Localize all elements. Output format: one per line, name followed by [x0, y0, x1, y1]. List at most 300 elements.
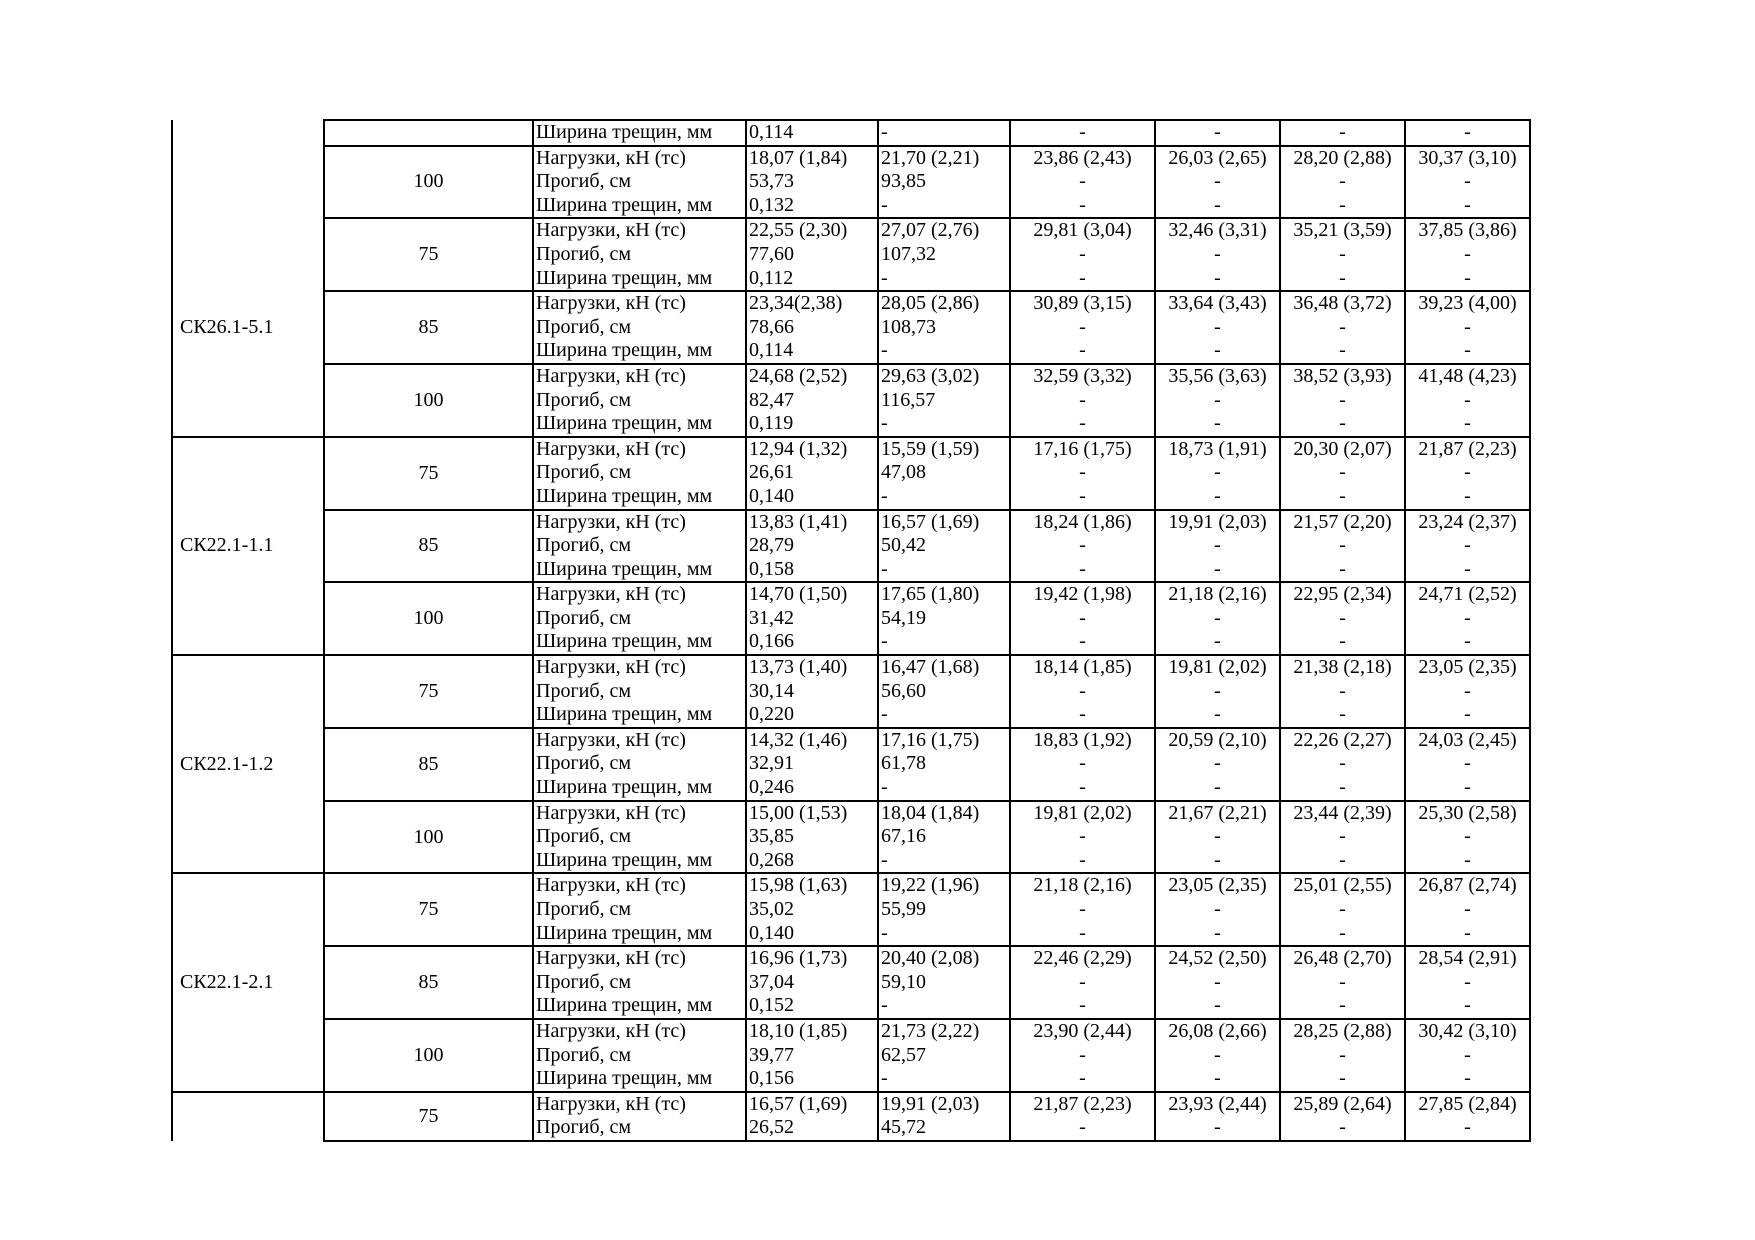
- value-cell-col-6: [1405, 1092, 1530, 1141]
- value-text: 21,18 (2,16): [1168, 583, 1267, 606]
- value-text: -: [1339, 484, 1346, 507]
- value-text: -: [1214, 703, 1221, 726]
- value-cell-col-4: [1155, 291, 1280, 364]
- value-text: -: [1214, 339, 1221, 362]
- span-cell: 100: [324, 364, 533, 437]
- value-text: 53,73: [749, 170, 794, 193]
- parameter-label: Нагрузки, кН (тс): [536, 292, 686, 315]
- value-cell-col-1: [746, 218, 878, 291]
- value-text: -: [1079, 630, 1086, 653]
- value-cell-col-3: [1010, 873, 1155, 946]
- value-cell-col-4: [1155, 801, 1280, 874]
- value-text: 21,87 (2,23): [1418, 437, 1517, 460]
- parameter-label: Прогиб, см: [536, 970, 632, 993]
- span-cell: 85: [324, 946, 533, 1019]
- parameter-label: Ширина трещин, мм: [536, 848, 713, 871]
- value-text: 23,86 (2,43): [1033, 146, 1132, 169]
- value-cell-col-1: [746, 510, 878, 583]
- value-text: -: [1339, 898, 1346, 920]
- value-text: 23,05 (2,35): [1168, 874, 1267, 897]
- value-cell-col-3: [1010, 582, 1155, 655]
- value-text: 20,40 (2,08): [881, 947, 980, 970]
- value-text: -: [881, 412, 888, 435]
- value-cell-col-4: [1155, 120, 1280, 146]
- parameter-label: Нагрузки, кН (тс): [536, 874, 686, 897]
- value-text: -: [1214, 752, 1221, 775]
- value-text: 0,158: [749, 557, 794, 580]
- value-text: 31,42: [749, 606, 794, 629]
- parameter-label: Прогиб, см: [536, 170, 632, 193]
- value-text: 0,140: [749, 484, 794, 507]
- value-cell-col-5: [1280, 801, 1405, 874]
- value-text: -: [1214, 848, 1221, 871]
- span-cell: 100: [324, 146, 533, 219]
- parameter-label: Прогиб, см: [536, 898, 632, 920]
- value-cell-col-6: [1405, 218, 1530, 291]
- value-text: 17,16 (1,75): [881, 728, 980, 751]
- parameter-cell: [533, 728, 746, 801]
- value-cell-col-5: [1280, 291, 1405, 364]
- value-text: -: [1339, 970, 1346, 993]
- value-text: -: [1339, 606, 1346, 629]
- value-text: 108,73: [881, 315, 936, 338]
- value-text: 16,96 (1,73): [749, 947, 848, 970]
- value-cell-col-2: [878, 120, 1010, 146]
- span-cell: 75: [324, 437, 533, 510]
- parameter-label: Прогиб, см: [536, 242, 632, 265]
- table-row: [172, 728, 1530, 801]
- value-text: 116,57: [881, 388, 936, 411]
- parameter-cell: [533, 801, 746, 874]
- parameter-label: Нагрузки, кН (тс): [536, 656, 686, 679]
- value-text: -: [1339, 557, 1346, 580]
- value-text: 19,42 (1,98): [1033, 583, 1132, 606]
- parameter-label: Прогиб, см: [536, 388, 632, 411]
- product-mark-cell: [172, 120, 324, 218]
- value-text: 23,34(2,38): [749, 292, 843, 315]
- value-cell-col-4: [1155, 437, 1280, 510]
- span-cell: 75: [324, 1092, 533, 1141]
- value-text: 33,64 (3,43): [1168, 292, 1267, 315]
- value-text: 18,04 (1,84): [881, 801, 980, 824]
- value-text: -: [881, 776, 888, 799]
- value-text: 25,01 (2,55): [1293, 874, 1392, 897]
- parameter-label: Нагрузки, кН (тс): [536, 219, 686, 242]
- value-text: 20,30 (2,07): [1293, 437, 1392, 460]
- value-cell-col-5: [1280, 510, 1405, 583]
- value-text: 21,38 (2,18): [1293, 656, 1392, 679]
- value-cell-col-5: [1280, 1019, 1405, 1092]
- value-text: 21,57 (2,20): [1293, 510, 1392, 533]
- value-text: 22,46 (2,29): [1033, 947, 1132, 970]
- value-text: -: [1079, 703, 1086, 726]
- value-text: -: [1214, 1043, 1221, 1066]
- value-cell-col-3: [1010, 146, 1155, 219]
- value-text: -: [881, 339, 888, 362]
- table-row: [172, 582, 1530, 655]
- value-text: 35,85: [749, 825, 794, 848]
- parameter-label: Прогиб, см: [536, 461, 632, 484]
- span-cell: 85: [324, 728, 533, 801]
- value-text: -: [1464, 679, 1471, 702]
- value-text: -: [1464, 630, 1471, 653]
- value-text: 28,20 (2,88): [1293, 146, 1392, 169]
- value-text: 15,59 (1,59): [881, 437, 980, 460]
- value-text: -: [1214, 315, 1221, 338]
- value-text: -: [1339, 388, 1346, 411]
- value-text: -: [1464, 1043, 1471, 1066]
- value-text: 24,52 (2,50): [1168, 947, 1267, 970]
- value-cell-col-6: [1405, 873, 1530, 946]
- value-text: 24,71 (2,52): [1418, 583, 1517, 606]
- span-cell: 75: [324, 655, 533, 728]
- value-text: 93,85: [881, 170, 926, 193]
- value-cell-col-2: [878, 146, 1010, 219]
- value-cell-col-5: [1280, 946, 1405, 1019]
- value-cell-col-1: [746, 728, 878, 801]
- value-cell-col-4: [1155, 728, 1280, 801]
- value-text: 0,152: [749, 994, 794, 1017]
- value-text: 39,77: [749, 1043, 794, 1066]
- value-cell-col-1: [746, 120, 878, 146]
- value-cell-col-5: [1280, 437, 1405, 510]
- value-text: -: [1079, 970, 1086, 993]
- value-text: -: [1079, 534, 1086, 557]
- value-cell-col-2: [878, 1019, 1010, 1092]
- value-text: 0,112: [749, 266, 794, 289]
- value-cell-col-6: [1405, 120, 1530, 146]
- value-cell-col-4: [1155, 582, 1280, 655]
- value-text: -: [1214, 484, 1221, 507]
- value-text: -: [1214, 994, 1221, 1017]
- value-text: 24,03 (2,45): [1418, 728, 1517, 751]
- value-text: -: [1214, 898, 1221, 920]
- value-text: -: [1079, 1067, 1086, 1090]
- value-text: 67,16: [881, 825, 926, 848]
- value-text: 26,87 (2,74): [1418, 874, 1517, 897]
- value-text: -: [1464, 825, 1471, 848]
- parameter-label: Ширина трещин, мм: [536, 193, 713, 216]
- value-text: 18,10 (1,85): [749, 1019, 848, 1042]
- value-text: -: [1214, 921, 1221, 944]
- value-cell-col-6: [1405, 437, 1530, 510]
- value-cell-col-5: [1280, 582, 1405, 655]
- value-text: -: [1079, 170, 1086, 193]
- value-cell-col-1: [746, 146, 878, 219]
- value-text: -: [1079, 121, 1086, 143]
- value-text: -: [881, 994, 888, 1017]
- value-cell-col-6: [1405, 582, 1530, 655]
- parameter-label: Нагрузки, кН (тс): [536, 510, 686, 533]
- value-cell-col-1: [746, 655, 878, 728]
- value-text: -: [1464, 121, 1471, 143]
- value-cell-col-3: [1010, 1092, 1155, 1141]
- value-cell-col-6: [1405, 291, 1530, 364]
- value-text: -: [1079, 557, 1086, 580]
- value-text: 16,47 (1,68): [881, 656, 980, 679]
- value-text: 32,46 (3,31): [1168, 219, 1267, 242]
- value-text: 13,83 (1,41): [749, 510, 848, 533]
- value-text: -: [1339, 412, 1346, 435]
- value-text: -: [1464, 994, 1471, 1017]
- value-cell-col-4: [1155, 655, 1280, 728]
- value-text: -: [1464, 388, 1471, 411]
- product-mark-cell: СК26.1-5.1: [172, 218, 324, 436]
- value-text: 107,32: [881, 242, 936, 265]
- table-row: [172, 1092, 1530, 1141]
- value-text: 18,73 (1,91): [1168, 437, 1267, 460]
- value-text: 77,60: [749, 242, 794, 265]
- parameter-label: Ширина трещин, мм: [536, 776, 713, 799]
- parameter-cell: [533, 946, 746, 1019]
- value-text: -: [1079, 994, 1086, 1017]
- value-text: -: [1079, 679, 1086, 702]
- value-text: 36,48 (3,72): [1293, 292, 1392, 315]
- table-row: [172, 364, 1530, 437]
- value-cell-col-1: [746, 946, 878, 1019]
- value-text: 23,05 (2,35): [1418, 656, 1517, 679]
- value-text: 24,68 (2,52): [749, 364, 848, 387]
- value-text: 21,18 (2,16): [1033, 874, 1132, 897]
- value-text: 47,08: [881, 461, 926, 484]
- parameter-label: Нагрузки, кН (тс): [536, 728, 686, 751]
- value-cell-col-3: [1010, 291, 1155, 364]
- value-text: -: [881, 557, 888, 580]
- span-cell: [324, 120, 533, 146]
- table-row: [172, 873, 1530, 946]
- value-text: 25,30 (2,58): [1418, 801, 1517, 824]
- value-text: -: [1079, 776, 1086, 799]
- value-text: 20,59 (2,10): [1168, 728, 1267, 751]
- value-cell-col-5: [1280, 1092, 1405, 1141]
- value-cell-col-6: [1405, 510, 1530, 583]
- value-text: 59,10: [881, 970, 926, 993]
- value-text: -: [1214, 170, 1221, 193]
- value-cell-col-1: [746, 291, 878, 364]
- value-cell-col-3: [1010, 120, 1155, 146]
- value-text: -: [881, 630, 888, 653]
- value-text: -: [1464, 1116, 1471, 1139]
- parameter-label: Нагрузки, кН (тс): [536, 146, 686, 169]
- value-text: -: [1079, 315, 1086, 338]
- value-text: -: [1464, 776, 1471, 799]
- value-cell-col-2: [878, 291, 1010, 364]
- value-text: -: [1464, 703, 1471, 726]
- value-text: 37,85 (3,86): [1418, 219, 1517, 242]
- parameter-label: Ширина трещин, мм: [536, 339, 713, 362]
- value-cell-col-4: [1155, 218, 1280, 291]
- value-text: 37,04: [749, 970, 794, 993]
- value-text: -: [1214, 412, 1221, 435]
- value-cell-col-5: [1280, 873, 1405, 946]
- parameter-cell: [533, 873, 746, 946]
- value-text: 23,90 (2,44): [1033, 1019, 1132, 1042]
- value-text: -: [1339, 1067, 1346, 1090]
- value-text: 0,119: [749, 412, 794, 435]
- value-cell-col-5: [1280, 728, 1405, 801]
- value-text: 16,57 (1,69): [881, 510, 980, 533]
- parameter-label: Ширина трещин, мм: [536, 412, 713, 435]
- value-text: -: [1464, 315, 1471, 338]
- value-cell-col-3: [1010, 728, 1155, 801]
- value-text: 21,73 (2,22): [881, 1019, 980, 1042]
- parameter-cell: [533, 1092, 746, 1141]
- value-text: -: [1339, 339, 1346, 362]
- value-text: -: [1079, 825, 1086, 848]
- value-text: 28,79: [749, 534, 794, 557]
- value-text: 23,93 (2,44): [1168, 1092, 1267, 1115]
- value-text: -: [1079, 1043, 1086, 1066]
- value-text: 41,48 (4,23): [1418, 364, 1517, 387]
- value-text: -: [881, 1067, 888, 1090]
- value-text: -: [1464, 921, 1471, 944]
- parameter-label: Прогиб, см: [536, 679, 632, 702]
- value-cell-col-3: [1010, 655, 1155, 728]
- parameter-label: Ширина трещин, мм: [536, 630, 713, 653]
- value-text: 0,132: [749, 193, 794, 216]
- value-text: 14,70 (1,50): [749, 583, 848, 606]
- product-mark-cell: [172, 1092, 324, 1141]
- value-text: 13,73 (1,40): [749, 656, 848, 679]
- value-cell-col-3: [1010, 364, 1155, 437]
- value-text: 35,02: [749, 898, 794, 920]
- parameter-label: Ширина трещин, мм: [536, 703, 713, 726]
- value-text: 29,63 (3,02): [881, 364, 980, 387]
- parameter-label: Ширина трещин, мм: [536, 121, 713, 143]
- value-text: 29,81 (3,04): [1033, 219, 1132, 242]
- value-cell-col-1: [746, 873, 878, 946]
- value-text: -: [1079, 606, 1086, 629]
- value-cell-col-6: [1405, 655, 1530, 728]
- parameter-label: Прогиб, см: [536, 606, 632, 629]
- parameter-label: Нагрузки, кН (тс): [536, 947, 686, 970]
- parameter-label: Прогиб, см: [536, 1043, 632, 1066]
- value-text: 45,72: [881, 1116, 926, 1139]
- value-cell-col-3: [1010, 437, 1155, 510]
- span-cell: 100: [324, 801, 533, 874]
- value-text: -: [1464, 170, 1471, 193]
- value-text: 18,14 (1,85): [1033, 656, 1132, 679]
- value-text: -: [1339, 1116, 1346, 1139]
- value-text: 28,25 (2,88): [1293, 1019, 1392, 1042]
- value-text: -: [1464, 534, 1471, 557]
- span-cell: 75: [324, 873, 533, 946]
- value-text: -: [1214, 776, 1221, 799]
- table-row: [172, 655, 1530, 728]
- value-text: -: [1464, 461, 1471, 484]
- value-text: 18,07 (1,84): [749, 146, 848, 169]
- value-cell-col-4: [1155, 946, 1280, 1019]
- parameter-label: Прогиб, см: [536, 825, 632, 848]
- value-text: 23,24 (2,37): [1418, 510, 1517, 533]
- value-text: 0,156: [749, 1067, 794, 1090]
- value-cell-col-2: [878, 728, 1010, 801]
- value-cell-col-1: [746, 437, 878, 510]
- value-text: -: [1214, 825, 1221, 848]
- product-mark-cell: СК22.1-1.1: [172, 437, 324, 655]
- value-cell-col-2: [878, 946, 1010, 1019]
- value-cell-col-5: [1280, 218, 1405, 291]
- value-text: 15,00 (1,53): [749, 801, 848, 824]
- parameter-label: Нагрузки, кН (тс): [536, 1092, 686, 1115]
- value-text: 19,91 (2,03): [881, 1092, 980, 1115]
- value-text: 19,81 (2,02): [1033, 801, 1132, 824]
- parameter-cell: [533, 146, 746, 219]
- value-text: 17,65 (1,80): [881, 583, 980, 606]
- value-text: -: [1339, 848, 1346, 871]
- value-text: 0,114: [749, 339, 794, 362]
- parameter-cell: [533, 655, 746, 728]
- value-text: -: [881, 266, 888, 289]
- value-cell-col-5: [1280, 120, 1405, 146]
- value-text: -: [1214, 1116, 1221, 1139]
- table-row: [172, 146, 1530, 219]
- value-text: -: [1079, 388, 1086, 411]
- value-cell-col-5: [1280, 364, 1405, 437]
- value-cell-col-2: [878, 873, 1010, 946]
- value-text: 35,21 (3,59): [1293, 219, 1392, 242]
- value-text: 26,61: [749, 461, 794, 484]
- value-cell-col-1: [746, 1019, 878, 1092]
- value-text: 19,81 (2,02): [1168, 656, 1267, 679]
- parameter-label: Прогиб, см: [536, 1116, 632, 1139]
- value-cell-col-3: [1010, 801, 1155, 874]
- value-text: -: [1079, 339, 1086, 362]
- value-text: -: [1464, 606, 1471, 629]
- value-text: -: [881, 703, 888, 726]
- value-text: -: [1079, 921, 1086, 944]
- value-text: -: [1079, 1116, 1086, 1139]
- value-text: -: [1339, 776, 1346, 799]
- value-text: -: [1079, 484, 1086, 507]
- value-text: 50,42: [881, 534, 926, 557]
- value-text: 28,05 (2,86): [881, 292, 980, 315]
- value-text: -: [1339, 752, 1346, 775]
- value-text: -: [881, 121, 888, 143]
- value-text: -: [1079, 266, 1086, 289]
- value-cell-col-2: [878, 655, 1010, 728]
- value-text: 25,89 (2,64): [1293, 1092, 1392, 1115]
- value-text: -: [1339, 994, 1346, 1017]
- value-text: -: [1464, 848, 1471, 871]
- table-row: [172, 218, 1530, 291]
- value-text: 15,98 (1,63): [749, 874, 848, 897]
- value-cell-col-2: [878, 437, 1010, 510]
- value-text: 78,66: [749, 315, 794, 338]
- parameter-cell: [533, 437, 746, 510]
- value-cell-col-3: [1010, 510, 1155, 583]
- span-cell: 75: [324, 218, 533, 291]
- value-text: -: [1339, 121, 1346, 143]
- product-mark-cell: СК22.1-1.2: [172, 655, 324, 873]
- value-cell-col-2: [878, 1092, 1010, 1141]
- value-text: 22,55 (2,30): [749, 219, 848, 242]
- parameter-cell: [533, 218, 746, 291]
- value-text: 26,08 (2,66): [1168, 1019, 1267, 1042]
- value-text: 12,94 (1,32): [749, 437, 848, 460]
- value-text: 32,59 (3,32): [1033, 364, 1132, 387]
- value-text: -: [1214, 388, 1221, 411]
- value-text: 26,48 (2,70): [1293, 947, 1392, 970]
- value-text: 21,67 (2,21): [1168, 801, 1267, 824]
- value-text: -: [1464, 1067, 1471, 1090]
- parameter-cell: [533, 582, 746, 655]
- value-text: 39,23 (4,00): [1418, 292, 1517, 315]
- value-text: -: [1214, 242, 1221, 265]
- value-cell-col-1: [746, 364, 878, 437]
- parameter-cell: [533, 291, 746, 364]
- value-text: -: [1339, 242, 1346, 265]
